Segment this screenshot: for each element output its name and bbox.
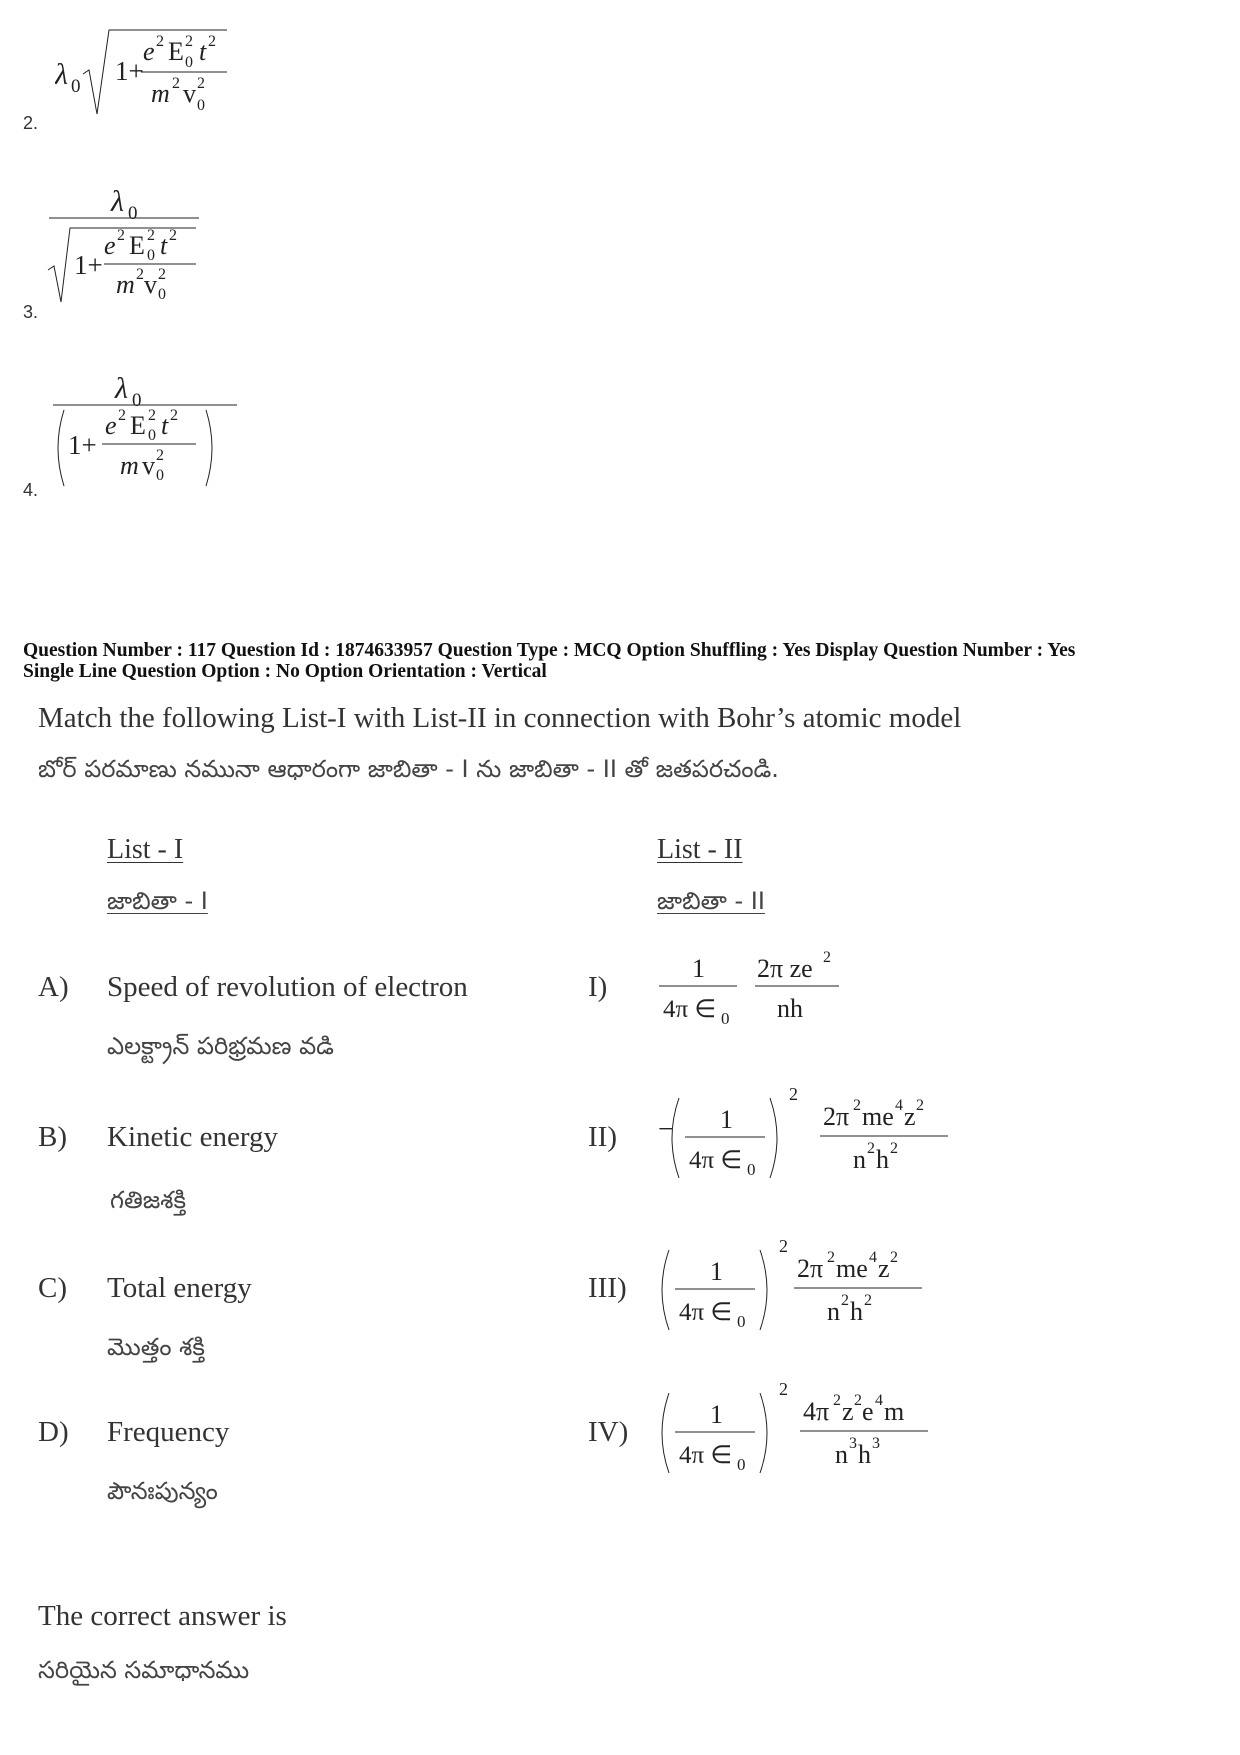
list-2-heading: List - II [657,834,743,865]
svg-text:2: 2 [823,949,831,966]
svg-text:E: E [129,231,145,260]
svg-text:v: v [183,79,196,108]
svg-text:2: 2 [890,1140,898,1157]
svg-text:m: m [151,79,170,108]
svg-text:e: e [862,1397,874,1426]
svg-text:z: z [904,1102,916,1131]
list-2-heading-telugu: జాబితా - II [657,887,765,915]
svg-text:2: 2 [185,33,193,50]
option-2-number: 2. [23,113,39,133]
svg-text:n: n [835,1440,848,1469]
svg-text:4π ∈: 4π ∈ [689,1147,743,1174]
svg-text:2: 2 [172,75,180,92]
svg-text:−: − [658,1114,674,1145]
svg-text:4π ∈: 4π ∈ [663,996,717,1023]
list-2-item-ii-roman: II) [588,1121,617,1153]
svg-text:1: 1 [710,1400,723,1429]
svg-text:0: 0 [132,390,142,411]
svg-text:0: 0 [156,467,164,484]
svg-text:0: 0 [158,286,166,303]
list-1-item-d-letter: D) [38,1416,69,1448]
svg-text:0: 0 [128,203,138,224]
svg-text:1+: 1+ [115,56,144,86]
option-4-formula [50,372,240,497]
svg-text:2: 2 [916,1097,924,1114]
svg-text:2: 2 [147,227,155,244]
svg-text:me: me [862,1102,894,1131]
svg-text:v: v [142,451,155,480]
list-2-item-i-formula [655,940,855,1040]
svg-text:n: n [827,1297,840,1326]
svg-text:h: h [876,1145,889,1174]
svg-text:2: 2 [148,407,156,424]
svg-text:E: E [130,411,146,440]
list-1-item-d-text: Frequency [107,1416,230,1448]
svg-text:2: 2 [136,266,144,283]
svg-text:2: 2 [890,1249,898,1266]
svg-text:4: 4 [895,1097,903,1114]
svg-text:z: z [842,1397,854,1426]
list-1-item-b-text: Kinetic energy [107,1121,278,1153]
svg-text:2: 2 [833,1392,841,1409]
list-2-item-iii-formula [655,1232,935,1347]
question-meta-line-2: Single Line Question Option : No Option Orientation : Vertical [23,661,547,682]
list-1-heading: List - I [107,834,184,865]
svg-text:4π ∈: 4π ∈ [679,1299,733,1326]
svg-text:2: 2 [170,407,178,424]
svg-text:2: 2 [854,1392,862,1409]
svg-text:3: 3 [872,1435,880,1452]
list-2-item-ii-formula [655,1080,955,1195]
svg-text:2: 2 [779,1379,788,1399]
svg-text:m: m [884,1397,905,1426]
list-1-item-c-telugu: మొత్తం శక్తి [107,1333,205,1361]
list-2-item-iv-formula [655,1375,940,1490]
list-2-item-i-roman: I) [588,971,608,1003]
svg-text:0: 0 [737,1312,746,1331]
svg-text:z: z [878,1254,890,1283]
svg-text:1: 1 [710,1257,723,1286]
svg-text:2: 2 [156,447,164,464]
list-1-item-c-text: Total energy [107,1272,252,1304]
svg-text:4π: 4π [803,1397,830,1426]
svg-text:2: 2 [779,1236,788,1256]
svg-text:4π ∈: 4π ∈ [679,1442,733,1469]
svg-text:h: h [850,1297,863,1326]
svg-text:nh: nh [777,994,803,1023]
svg-text:2: 2 [156,33,164,50]
svg-text:h: h [858,1440,871,1469]
question-text-telugu: బోర్ పరమాణు నమునా ఆధారంగా జాబితా - I ను జాబితా - II తో జతపరచండి. [38,755,779,783]
svg-text:2: 2 [158,266,166,283]
svg-text:4: 4 [875,1392,883,1409]
svg-text:e: e [105,411,117,440]
list-1-item-b-telugu: గతిజశక్తి [110,1186,187,1214]
list-1-item-a-text: Speed of revolution of electron [107,971,468,1003]
svg-text:t: t [160,231,168,260]
svg-text:1: 1 [720,1105,733,1134]
svg-text:λ: λ [111,185,124,218]
svg-text:me: me [836,1254,868,1283]
question-text-english: Match the following List-I with List-II in connection with Bohr’s atomic model [38,702,962,734]
option-2-formula [55,22,255,132]
list-2-item-iii-roman: III) [588,1272,627,1304]
svg-text:2: 2 [118,407,126,424]
svg-text:1+: 1+ [68,430,97,460]
svg-text:2: 2 [169,227,177,244]
svg-text:0: 0 [721,1009,730,1028]
svg-text:E: E [168,37,184,66]
svg-text:2: 2 [841,1292,849,1309]
svg-text:2π: 2π [823,1102,850,1131]
svg-text:2: 2 [867,1140,875,1157]
svg-text:0: 0 [147,247,155,264]
svg-text:n: n [853,1145,866,1174]
answer-prompt-english: The correct answer is [38,1600,287,1632]
svg-text:1+: 1+ [74,250,103,280]
svg-text:2: 2 [197,75,205,92]
option-3-number: 3. [23,302,39,322]
svg-text:e: e [104,231,116,260]
list-2-item-iv-roman: IV) [588,1416,629,1448]
svg-text:m: m [116,270,135,299]
svg-text:e: e [143,37,155,66]
svg-text:4: 4 [869,1249,877,1266]
list-1-item-a-telugu: ఎలక్ట్రాన్ పరిభ్రమణ వడి [107,1032,334,1060]
list-1-heading-telugu: జాబితా - I [107,887,208,915]
svg-text:0: 0 [148,427,156,444]
svg-text:0: 0 [747,1160,756,1179]
list-1-item-b-letter: B) [38,1121,67,1153]
list-1-item-c-letter: C) [38,1272,67,1304]
svg-text:2: 2 [208,33,216,50]
svg-text:0: 0 [71,76,81,97]
svg-text:v: v [144,270,157,299]
svg-text:0: 0 [197,97,205,114]
svg-text:3: 3 [849,1435,857,1452]
svg-text:λ: λ [115,372,128,405]
svg-text:λ: λ [55,58,68,91]
question-meta-line-1: Question Number : 117 Question Id : 1874633957 Question Type : MCQ Option Shuffling : Yes Display Question Number : Yes [23,640,1076,661]
svg-text:t: t [161,411,169,440]
svg-text:0: 0 [185,54,193,71]
svg-text:2: 2 [789,1084,798,1104]
svg-text:2π ze: 2π ze [757,954,813,983]
svg-text:m: m [120,451,139,480]
svg-text:1: 1 [692,954,705,983]
svg-text:2: 2 [117,227,125,244]
option-3-formula [44,178,214,308]
answer-prompt-telugu: సరియైన సమాధానము [38,1656,250,1684]
list-1-item-a-letter: A) [38,971,69,1003]
svg-text:t: t [199,37,207,66]
option-4-number: 4. [23,480,39,500]
svg-text:2: 2 [827,1249,835,1266]
svg-text:2π: 2π [797,1254,824,1283]
svg-text:2: 2 [864,1292,872,1309]
svg-text:0: 0 [737,1455,746,1474]
list-1-item-d-telugu: పౌనఃపున్యం [107,1477,218,1505]
svg-text:2: 2 [853,1097,861,1114]
